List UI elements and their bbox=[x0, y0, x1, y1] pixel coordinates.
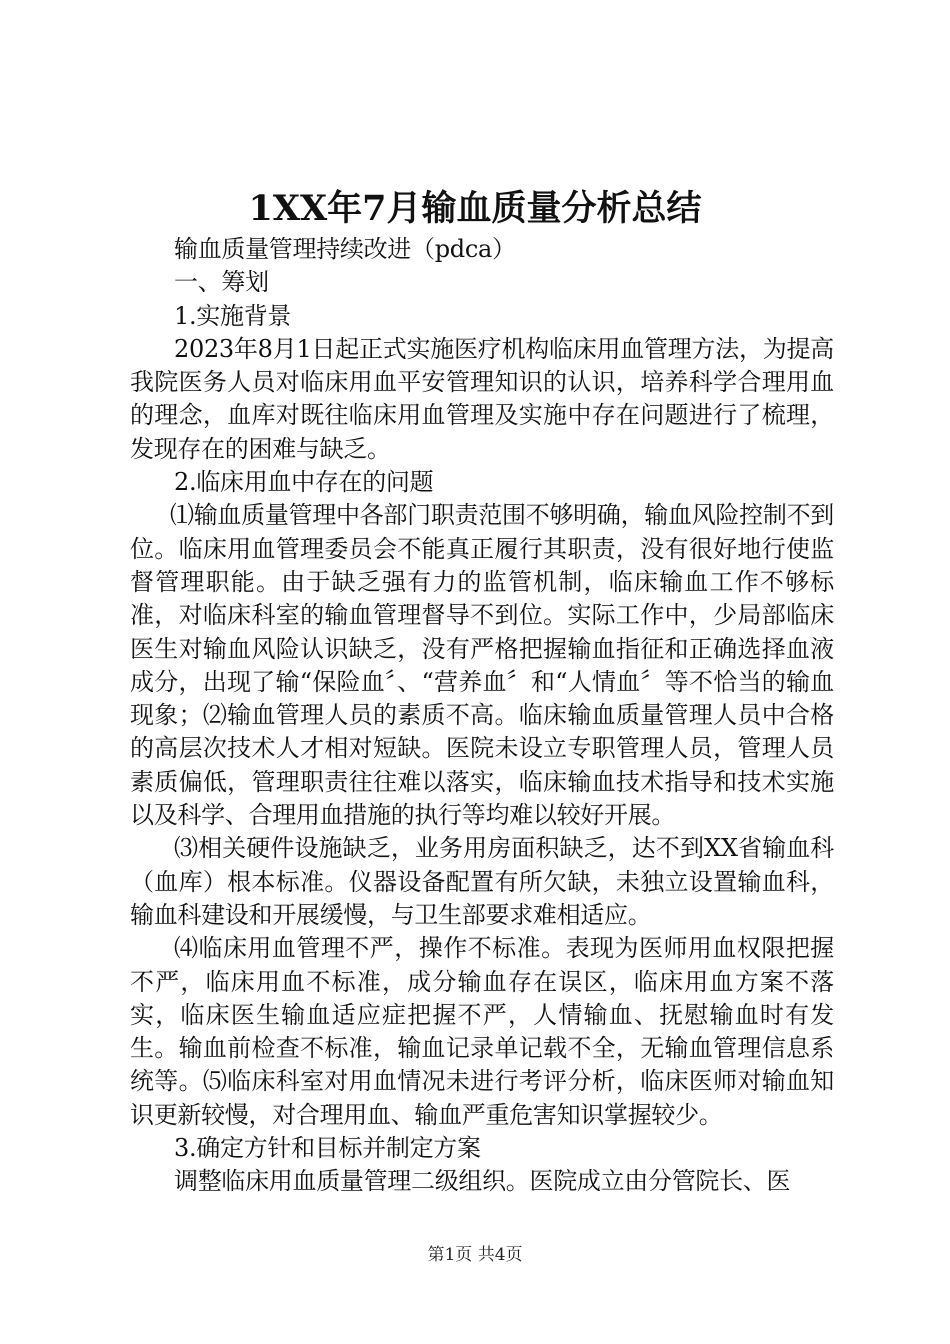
subheading-plan: 3.确定方针和目标并制定方案 bbox=[174, 1134, 481, 1163]
page-number: 第1页 共4页 bbox=[427, 1245, 523, 1265]
subheading-problems: 2.临床用血中存在的问题 bbox=[174, 468, 434, 497]
subheading-background: 1.实施背景 bbox=[174, 301, 292, 330]
paragraph-problem-4-5: ⑷临床用血管理不严，操作不标准。表现为医师用血权限把握不严，临床用血不标准，成分输血存在误区，临床用血方案不落实，临床医生输血适应症把握不严，人情输血、抚慰输血时有发生。输血前检查不标准，输血记录单记载不全，无输血管理信息系统等。⑸临床科室对用血情况未进行考评分析，临床医师对输血知识更新较慢，对合理用血、输血严重危害知识掌握较少。 bbox=[130, 934, 834, 1129]
document-title: 1XX年7月输血质量分析总结 bbox=[248, 188, 702, 229]
paragraph-problem-1-2: ⑴输血质量管理中各部门职责范围不够明确，输血风险控制不到位。临床用血管理委员会不能真正履行其职责，没有很好地行使监督管理职能。由于缺乏强有力的监管机制，临床输血工作不够标准，对临床科室的输血管理督导不到位。实际工作中，少局部临床医生对输血风险认识缺乏，没有严格把握输血指征和正确选择血液成分，出现了输“保险血〞、“营养血〞和“人情血〞等不恰当的输血现象；⑵输血管理人员的素质不高。临床输血质量管理人员中合格的高层次技术人才相对短缺。医院未设立专职管理人员，管理人员素质偏低，管理职责往往难以落实，临床输血技术指导和技术实施以及科学、合理用血措施的执行等均难以较好开展。 bbox=[130, 501, 834, 830]
document-body bbox=[130, 233, 834, 1199]
section-heading-planning: 一、筹划 bbox=[174, 268, 269, 297]
paragraph-problem-3: ⑶相关硬件设施缺乏，业务用房面积缺乏，达不到XX省输血科（血库）根本标准。仪器设备配置有所欠缺，未独立设置输血科，输血科建设和开展缓慢，与卫生部要求难相适应。 bbox=[130, 834, 834, 929]
paragraph-subtitle: 输血质量管理持续改进（pdca） bbox=[174, 235, 516, 263]
paragraph-background: 2023年8月1日起正式实施医疗机构临床用血管理方法，为提高我院医务人员对临床用血平安管理知识的认识，培养科学合理用血的理念，血库对既往临床用血管理及实施中存在问题进行了梳理，发现存在的困难与缺乏。 bbox=[130, 334, 834, 463]
paragraph-plan: 调整临床用血质量管理二级组织。医院成立由分管院长、医 bbox=[174, 1167, 791, 1196]
